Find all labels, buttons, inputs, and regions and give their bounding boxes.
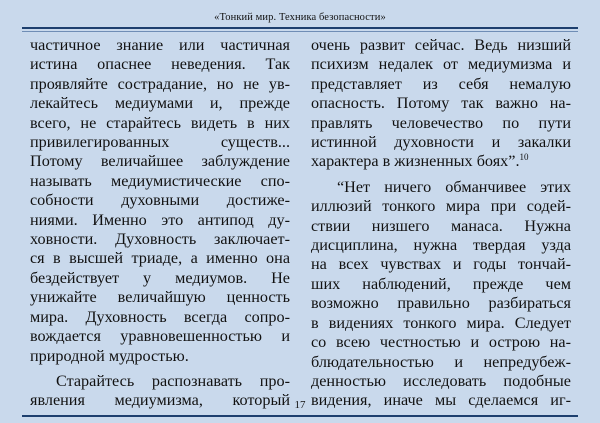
text-line: очень развит сейчас. Ведь низший [311,36,571,54]
footer-rule [22,415,578,417]
text-line: всего, не старайтесь видеть в них [30,113,290,132]
text-line: явления медиумизма, который [30,391,290,410]
header-rule-thin [22,31,578,32]
text-line: в видениях тонкого мира. Следует [311,313,571,332]
text-line: ших наблюдений, прежде чем [311,274,571,293]
text-line: ствии низшего манаса. Нужна [311,216,571,235]
text-line: блюдательностью и непредубеж- [311,352,571,371]
text-line [311,152,571,171]
text-line: унижайте величайшую ценность [30,288,290,307]
page-number: 17 [294,399,306,411]
text-line: собности духовными достиже- [30,191,290,210]
text-line: Старайтесь распознавать про- [56,371,290,390]
text-line-content: характера в жизненных боях”. [311,152,520,171]
text-line: со всею честностью и острою на- [311,333,571,352]
text-line: ся в высшей триаде, а именно она [30,249,290,268]
text-line: истина опаснее неведения. Так [30,55,290,74]
text-line: мира. Духовность всегда сопро- [30,307,290,326]
text-line: иллюзий тонкого мира при содей- [311,197,571,216]
text-line: дисциплина, нужна твердая узда [311,236,571,255]
footnote-reference[interactable]: 10 [519,152,529,163]
text-line: вождается уравновешенностью и [30,327,290,346]
text-line: истинной духовности и закалки [311,133,571,152]
text-line: бездействует у медиумов. Не [30,268,290,287]
text-line: “Нет ничего обманчивее этих [337,177,571,196]
text-line: привилегированных существ... [30,133,290,152]
text-line: называть медиумистические спо- [30,171,290,190]
text-line: представляет из себя немалую [311,74,571,93]
text-line: природной мудростью. [30,346,189,365]
right-column [311,36,571,411]
running-header: «Тонкий мир. Техника безопасности» [214,12,386,23]
text-line: частичное знание или частичная [30,36,290,54]
text-line: проявляйте сострадание, но не ув- [30,74,290,93]
text-line: ховности. Духовность заключает- [30,230,290,249]
left-paragraph-1 [30,36,290,366]
left-column [30,36,290,411]
text-line: возможно правильно разбираться [311,294,571,313]
text-line: опасность. Потому так важно на- [311,94,571,113]
text-line: денностью исследовать подобные [311,371,571,390]
text-line: правлять человечество по пути [311,113,571,132]
right-paragraph-1 [311,36,571,172]
right-paragraph-2 [311,178,571,411]
text-line: на всех чувствах и годы тончай- [311,255,571,274]
text-line: видения, иначе мы сделаемся иг- [311,391,571,410]
text-line: психизм недалек от медиумизма и [311,55,571,74]
header-rule [22,27,578,29]
text-line: Потому величайшее заблуждение [30,152,290,171]
text-line: ниями. Именно это антипод ду- [30,210,290,229]
text-line: лекайтесь медиумами и, прежде [30,94,290,113]
